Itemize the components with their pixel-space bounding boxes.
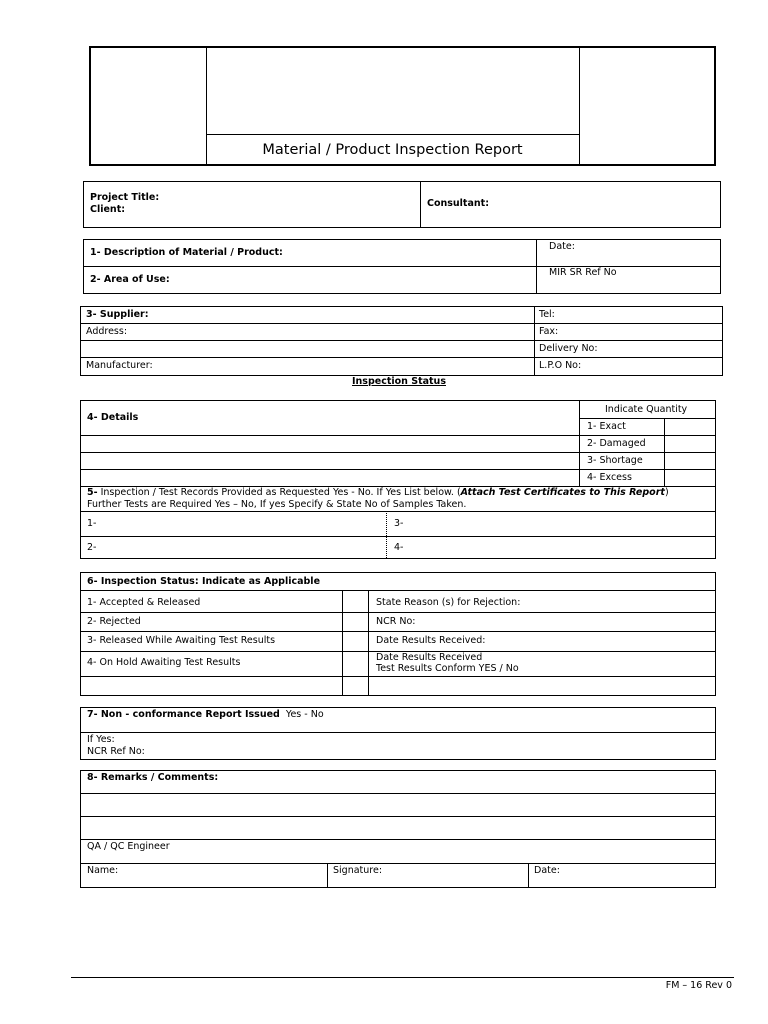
qty-shortage: 3- Shortage — [587, 455, 643, 466]
address-label: Address: — [86, 326, 128, 337]
qa-qc-engineer-label: QA / QC Engineer — [87, 841, 170, 852]
material-section — [83, 239, 721, 294]
status-released-awaiting: 3- Released While Awaiting Test Results — [87, 635, 276, 646]
indicate-quantity-label: Indicate Quantity — [605, 404, 688, 415]
ncr-section — [80, 707, 716, 760]
remarks-date-label: Date: — [534, 865, 560, 876]
status-rejected: 2- Rejected — [87, 616, 141, 627]
mir-ref-label: MIR SR Ref No — [549, 267, 617, 278]
record-item-4: 4- — [394, 542, 404, 553]
records-line-2: Further Tests are Required Yes – No, If yes Specify & State No of Samples Taken. — [87, 499, 467, 510]
date-results-received-label: Date Results Received — [376, 652, 483, 663]
lpo-label: L.P.O No: — [539, 360, 582, 371]
date-label: Date: — [549, 241, 575, 252]
qty-exact: 1- Exact — [587, 421, 626, 432]
details-section — [80, 400, 716, 559]
remarks-section — [80, 770, 716, 888]
footer-code: FM – 16 Rev 0 — [665, 980, 732, 991]
client-label: Client: — [90, 204, 126, 215]
ncr-title-line — [87, 709, 324, 720]
record-item-2: 2- — [87, 542, 97, 553]
signature-label: Signature: — [333, 865, 383, 876]
details-title: 4- Details — [87, 412, 139, 423]
qty-damaged: 2- Damaged — [587, 438, 646, 449]
delivery-label: Delivery No: — [539, 343, 598, 354]
ncr-title: 7- Non - conformance Report Issued — [87, 709, 280, 720]
supplier-label: 3- Supplier: — [86, 309, 149, 320]
results-conform-label: Test Results Conform YES / No — [376, 663, 519, 674]
records-text-c: ) — [664, 487, 669, 498]
status-on-hold: 4- On Hold Awaiting Test Results — [87, 657, 241, 668]
area-of-use-label: 2- Area of Use: — [90, 274, 170, 285]
ncr-yes-no: Yes - No — [285, 709, 324, 720]
inspection-status-heading: Inspection Status — [352, 376, 446, 387]
report-title: Material / Product Inspection Report — [262, 142, 523, 158]
supplier-section — [80, 306, 723, 376]
record-item-3: 3- — [394, 518, 404, 529]
if-yes-label: If Yes: — [87, 734, 115, 745]
project-section — [83, 181, 721, 228]
description-label: 1- Description of Material / Product: — [90, 247, 283, 258]
fax-label: Fax: — [539, 326, 559, 337]
records-line-1 — [87, 487, 669, 498]
project-title-label: Project Title: — [90, 192, 160, 203]
rejection-reason-label: State Reason (s) for Rejection: — [376, 597, 521, 608]
status-accepted: 1- Accepted & Released — [87, 597, 201, 608]
records-text-a: Inspection / Test Records Provided as Requested Yes - No. If Yes List below. ( — [97, 487, 461, 498]
tel-label: Tel: — [539, 309, 555, 320]
records-text-b: Attach Test Certificates to This Report — [460, 487, 665, 498]
record-item-1: 1- — [87, 518, 97, 529]
ncr-ref-label: NCR Ref No: — [87, 746, 145, 757]
name-label: Name: — [87, 865, 119, 876]
header-block — [89, 46, 716, 166]
status-section — [80, 572, 716, 696]
date-results-label: Date Results Received: — [376, 635, 486, 646]
ncr-no-label: NCR No: — [376, 616, 416, 627]
manufacturer-label: Manufacturer: — [86, 360, 153, 371]
qty-excess: 4- Excess — [587, 472, 632, 483]
status-title: 6- Inspection Status: Indicate as Applicable — [87, 576, 321, 587]
records-number: 5- — [87, 487, 98, 498]
remarks-title: 8- Remarks / Comments: — [87, 772, 219, 783]
consultant-label: Consultant: — [427, 198, 489, 209]
footer-rule — [71, 977, 734, 978]
